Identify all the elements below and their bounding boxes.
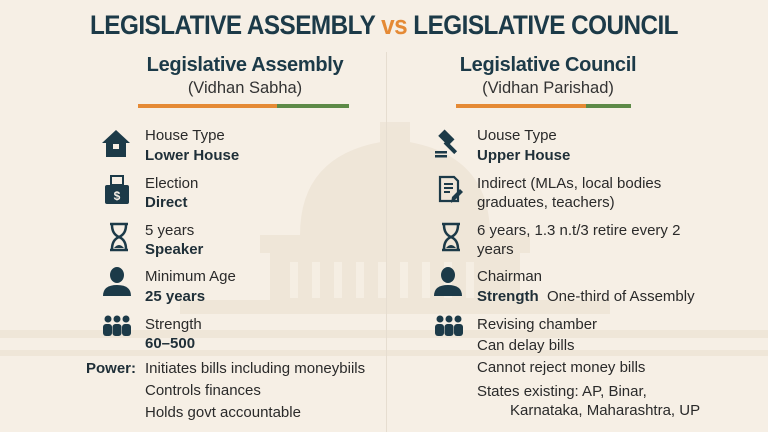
person-icon (433, 266, 463, 296)
council-subheading: (Vidhan Parishad) (482, 79, 614, 97)
person-icon (102, 266, 132, 296)
house-icon (101, 128, 131, 158)
assembly-min-age-value: 25 years (145, 288, 206, 305)
assembly-election-value: Direct (145, 194, 188, 211)
council-power-item: Cannot reject money bills (477, 359, 646, 376)
ballot-box-icon (102, 175, 132, 205)
council-power-item: Can delay bills (477, 337, 575, 354)
assembly-term-value: Speaker (145, 241, 204, 258)
council-term-line: years (477, 241, 514, 258)
assembly-power-item: Controls finances (145, 382, 261, 399)
council-strength-row (477, 288, 695, 306)
title-vs: vs (381, 10, 408, 40)
page-title (38, 10, 729, 41)
council-house-type-label: Uouse Type (477, 127, 557, 144)
council-heading: Legislative Council (459, 54, 637, 76)
council-election-line: graduates, teachers) (477, 194, 615, 211)
council-election-line: Indirect (MLAs, local bodies (477, 175, 662, 192)
svg-text:$: $ (113, 189, 121, 203)
group-icon (102, 313, 132, 343)
assembly-house-type-value: Lower House (145, 147, 240, 164)
assembly-term-label: 5 years (145, 222, 195, 239)
assembly-election-label: Election (145, 175, 199, 192)
council-bar-green (586, 104, 631, 108)
group-icon (434, 313, 464, 343)
assembly-power-label: Power: (86, 360, 137, 377)
assembly-min-age-label: Minimum Age (145, 268, 236, 285)
assembly-strength-label: Strength (145, 316, 202, 333)
assembly-power-item: Holds govt accountable (145, 404, 301, 421)
council-presiding-label: Chairman (477, 268, 543, 285)
title-left: LEGISLATIVE ASSEMBLY (89, 10, 375, 40)
assembly-heading: Legislative Assembly (146, 54, 344, 76)
council-states-line: Karnataka, Maharashtra, UP (510, 402, 701, 419)
assembly-subheading: (Vidhan Sabha) (187, 79, 303, 97)
council-term-line: 6 years, 1.3 n.t/3 retire every 2 (477, 222, 681, 239)
assembly-bar-green (277, 104, 349, 108)
document-pen-icon (436, 175, 466, 205)
column-divider (386, 52, 387, 432)
assembly-bar-orange (138, 104, 277, 108)
assembly-power-item: Initiates bills including moneybiils (145, 360, 366, 377)
council-states-line: States existing: AP, Binar, (477, 383, 647, 400)
title-right: LEGISLATIVE COUNCIL (413, 10, 678, 40)
hourglass-icon (436, 222, 466, 252)
council-power-item: Revising chamber (477, 316, 598, 333)
council-bar-orange (456, 104, 586, 108)
council-house-type-value: Upper House (477, 147, 571, 164)
council-strength-label: Strength (477, 288, 539, 305)
assembly-house-type-label: House Type (145, 127, 225, 144)
hourglass-icon (104, 222, 134, 252)
gavel-icon (434, 128, 464, 158)
council-strength-value: One-third of Assembly (547, 288, 695, 305)
assembly-strength-value: 60–500 (145, 335, 196, 352)
